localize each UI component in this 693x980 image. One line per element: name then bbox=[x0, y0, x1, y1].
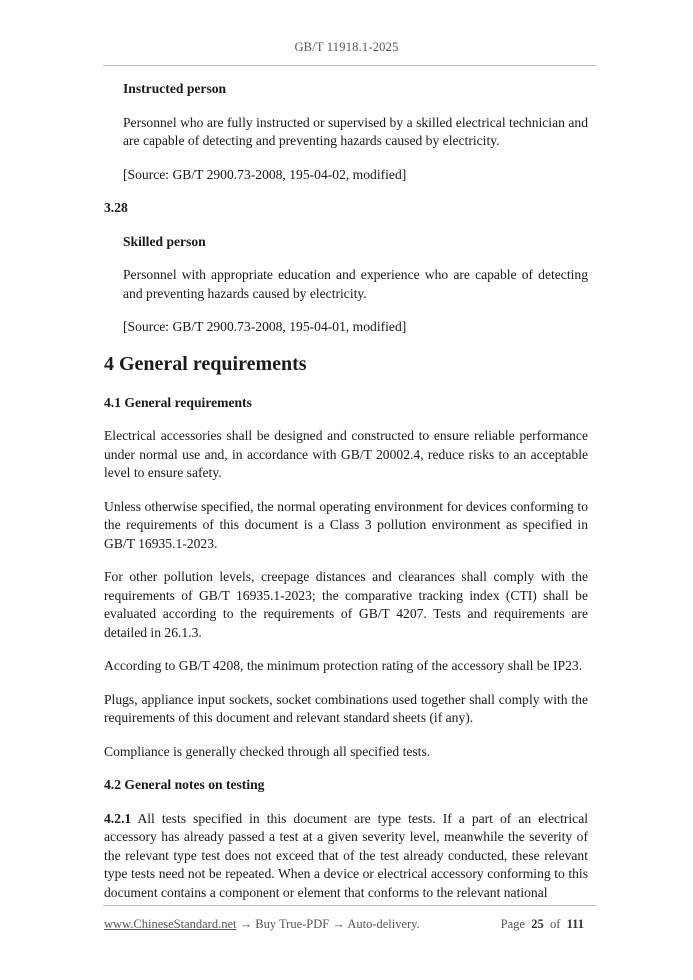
paragraph: Plugs, appliance input sockets, socket combinations used together shall comply with the requirements of this document and relevant standard sheets (if any). bbox=[104, 691, 588, 725]
clause-number: 3.28 bbox=[104, 200, 128, 215]
arrow-icon: → bbox=[329, 917, 348, 931]
buy-link[interactable]: Buy True-PDF bbox=[255, 917, 330, 931]
term-definition: Personnel with appropriate education and experience who are capable of detecting and preventing hazards caused by electricity. bbox=[123, 267, 588, 301]
paragraph-text: All tests specified in this document are type tests. If a part of an electrical accessory has already passed a test at a given severity level, meanwhile the severity of the relevant type test does not exceed that of the test already conducted, these relevant type tests need not be repeated. When a device or electrical accessory conforming to this document contains a component or element that conforms to the relevant national bbox=[104, 810, 588, 900]
page-number bbox=[501, 917, 584, 932]
term-definition: Personnel who are fully instructed or supervised by a skilled electrical technician and are capable of detecting and preventing hazards caused by electricity. bbox=[123, 114, 588, 148]
paragraph: Electrical accessories shall be designed and constructed to ensure reliable performance under normal use and, in accordance with GB/T 20002.4, reduce risks to an acceptable level to ensure safety. bbox=[104, 428, 588, 480]
term-source: [Source: GB/T 2900.73-2008, 195-04-01, modified] bbox=[123, 319, 407, 334]
footer-links bbox=[104, 917, 420, 932]
delivery-text: Auto-delivery. bbox=[347, 917, 420, 931]
running-header: GB/T 11918.1-2025 bbox=[294, 40, 399, 54]
paragraph: For other pollution levels, creepage distances and clearances shall comply with the requirements of GB/T 16935.1-2023; the comparative tracking index (CTI) shall be evaluated according to the requirements of GB/T 4207. Tests and requirements are detailed in 26.1.3. bbox=[104, 569, 588, 640]
page-current: 25 bbox=[531, 917, 544, 931]
paragraph: According to GB/T 4208, the minimum protection rating of the accessory shall be IP23. bbox=[104, 658, 583, 673]
term-heading-instructed-person: Instructed person bbox=[123, 81, 227, 96]
page-label: Page bbox=[500, 917, 525, 931]
paragraph: Compliance is generally checked through all specified tests. bbox=[104, 743, 431, 759]
footer-divider bbox=[103, 905, 596, 906]
arrow-icon: → bbox=[236, 917, 256, 931]
page-total: 111 bbox=[566, 917, 584, 931]
clause-number: 4.2.1 bbox=[104, 810, 132, 826]
site-link[interactable]: www.ChineseStandard.net bbox=[104, 917, 237, 931]
header-divider bbox=[103, 65, 596, 66]
paragraph bbox=[104, 810, 588, 903]
subsection-heading: 4.1 General requirements bbox=[104, 394, 252, 410]
document-body bbox=[104, 80, 588, 917]
of-label: of bbox=[549, 917, 561, 931]
paragraph: Unless otherwise specified, the normal operating environment for devices conforming to the requirements of this document is a Class 3 pollution environment as specified in GB/T 16935.1-2023. bbox=[104, 498, 588, 551]
section-heading: 4 General requirements bbox=[104, 352, 307, 375]
term-heading-skilled-person: Skilled person bbox=[123, 233, 206, 249]
subsection-heading: 4.2 General notes on testing bbox=[104, 777, 265, 792]
term-source: [Source: GB/T 2900.73-2008, 195-04-02, modified] bbox=[123, 166, 407, 182]
